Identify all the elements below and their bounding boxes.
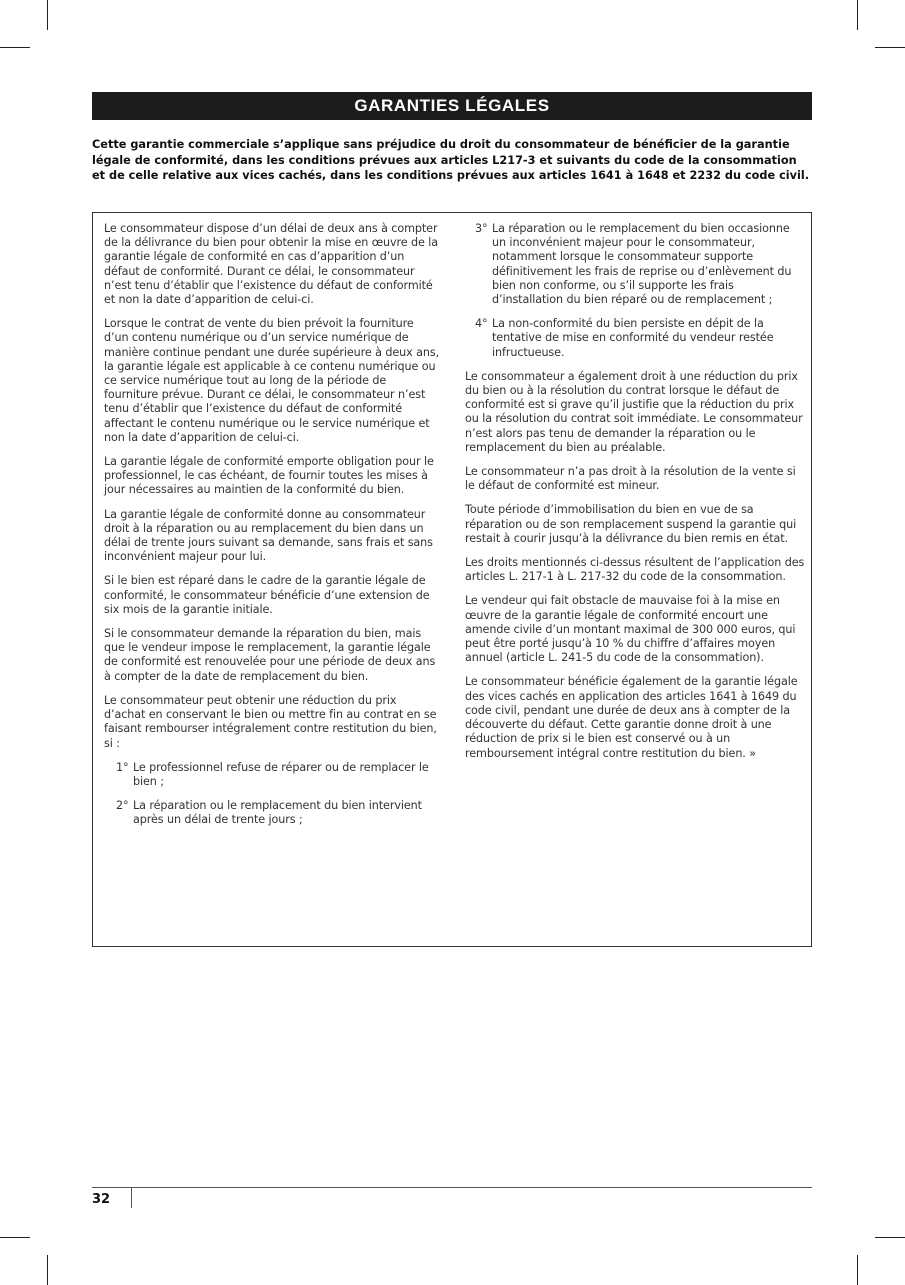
paragraph: Les droits mentionnés ci-dessus résultent de l’application des articles L. 217-1 à L. 217-32 du code de la consommation. <box>465 556 805 584</box>
paragraph: Si le consommateur demande la réparation du bien, mais que le vendeur impose le remplacement, la garantie légale de conformité est renouvelée pour une période de deux ans à compter de la date de remplacement du bien. <box>104 627 436 683</box>
list-item <box>465 317 805 360</box>
list-item-number: 4° <box>475 317 488 331</box>
list-item-number: 3° <box>475 222 488 235</box>
list-item-text: Le professionnel refuse de réparer ou de remplacer le bien ; <box>133 760 429 788</box>
list-item <box>465 222 805 307</box>
left-column <box>104 222 440 838</box>
paragraph: Le consommateur a également droit à une réduction du prix du bien ou à la résolution du contrat lorsque le défaut de conformité est si grave qu’il justifie que la réduction du prix ou la résolution du contrat soit immédiate. Le consommateur n’est alors pas tenu de demander la réparation ou le remplacement du bien au préalable. <box>465 369 803 454</box>
list-item-text: La réparation ou le remplacement du bien intervient après un délai de trente jours ; <box>133 799 422 827</box>
paragraph: Le consommateur dispose d’un délai de deux ans à compter de la délivrance du bien pour obtenir la mise en œuvre de la garantie légale de conformité en cas d’apparition d’un défaut de conformité. Durant ce délai, le consommateur n’est tenu d’établir que l’existence du défaut de conformité et non la date d’apparition de celui-ci. <box>104 222 439 307</box>
paragraph: La garantie légale de conformité emporte obligation pour le professionnel, le cas échéant, de fournir toutes les mises à jour nécessaires au maintien de la conformité du bien. <box>104 455 434 497</box>
page-number: 32 <box>92 1192 111 1207</box>
crop-mark <box>875 47 905 48</box>
paragraph: Toute période d’immobilisation du bien en vue de sa réparation ou de son remplacement suspend la garantie qui restait à courir jusqu’à la délivrance du bien remis en état. <box>465 503 797 545</box>
paragraph: Le consommateur peut obtenir une réduction du prix d’achat en conservant le bien ou mettre fin au contrat en se faisant rembourser intégralement contre restitution du bien, si : <box>104 693 437 750</box>
paragraph: Le consommateur n’a pas droit à la résolution de la vente si le défaut de conformité est mineur. <box>465 465 796 493</box>
crop-mark <box>857 1255 858 1285</box>
list-item-number: 2° <box>116 799 129 813</box>
list-item-text: La non-conformité du bien persiste en dépit de la tentative de mise en conformité du vendeur restée infructueuse. <box>492 317 774 359</box>
paragraph: Lorsque le contrat de vente du bien prévoit la fourniture d’un contenu numérique ou d’un service numérique de manière continue pendant une durée supérieure à deux ans, la garantie légale est applicable à ce contenu numérique ou ce service numérique tout au long de la période de fourniture prévue. Durant ce délai, le consommateur n’est tenu d’établir que l’existence du défaut de conformité affectant le contenu numérique ou le service numérique et non la date d’apparition de celui-ci. <box>104 317 440 444</box>
paragraph: Le consommateur bénéficie également de la garantie légale des vices cachés en application des articles 1641 à 1649 du code civil, pendant une durée de deux ans à compter de la découverte du défaut. Cette garantie donne droit à une réduction de prix si le bien est conservé ou à un remboursement intégral contre restitution du bien. » <box>465 675 798 760</box>
page-title: GARANTIES LÉGALES <box>92 92 812 120</box>
crop-mark <box>0 1237 30 1238</box>
list-item <box>104 761 440 789</box>
list-item-text: La réparation ou le remplacement du bien occasionne un inconvénient majeur pour le consommateur, notamment lorsque le consommateur supporte définitivement les frais de reprise ou d’enlèvement du bien non conforme, ou s’il supporte les frais d’installation du bien réparé ou de remplacement ; <box>492 222 792 307</box>
page-number-separator <box>131 1188 132 1208</box>
paragraph: Si le bien est réparé dans le cadre de la garantie légale de conformité, le consommateur bénéficie d’une extension de six mois de la garantie initiale. <box>104 574 430 616</box>
footer-divider <box>92 1187 812 1188</box>
paragraph: La garantie légale de conformité donne au consommateur droit à la réparation ou au remplacement du bien dans un délai de trente jours suivant sa demande, sans frais et sans inconvénient majeur pour lui. <box>104 507 433 564</box>
intro-paragraph: Cette garantie commerciale s’applique sans préjudice du droit du consommateur de bénéficier de la garantie légale de conformité, dans les conditions prévues aux articles L217-3 et suivants du code de la consommation et de celle relative aux vices cachés, dans les conditions prévues aux articles 1641 à 1648 et 2232 du code civil. <box>92 138 810 183</box>
right-column <box>465 222 805 771</box>
crop-mark <box>0 47 30 48</box>
crop-mark <box>47 0 48 30</box>
paragraph: Le vendeur qui fait obstacle de mauvaise foi à la mise en œuvre de la garantie légale de conformité encourt une amende civile d’un montant maximal de 300 000 euros, qui peut être porté jusqu’à 10 % du chiffre d’affaires moyen annuel (article L. 241-5 du code de la consommation). <box>465 594 796 665</box>
crop-mark <box>857 0 858 30</box>
crop-mark <box>875 1237 905 1238</box>
crop-mark <box>47 1255 48 1285</box>
list-item-number: 1° <box>116 760 129 774</box>
list-item <box>104 799 440 827</box>
